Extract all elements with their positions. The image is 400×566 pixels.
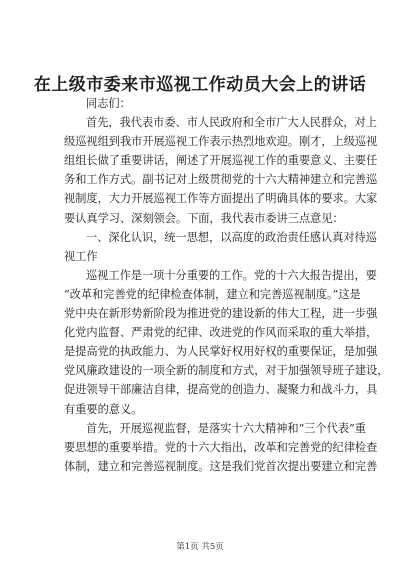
body-line: 是提高党的执政能力、为人民掌好权用好权的重要保证，是加强 bbox=[64, 345, 378, 359]
body-line: 首先，我代表市委、市人民政府和全市广大人民群众，对上 bbox=[86, 116, 377, 130]
body-line: 有重要的意义。 bbox=[64, 402, 143, 416]
body-line: “改革和完善党的纪律检查体制，建立和完善巡视制度。”这是 bbox=[64, 287, 361, 301]
body-line: 视制度，大力开展巡视工作等方面提出了明确具体的要求。大家 bbox=[64, 192, 378, 206]
body-line: 党风廉政建设的一项全新的制度和方式，对于加强领导班子建设， bbox=[64, 364, 389, 378]
body-line: 党中央在新形势新阶段为推进党的建设新的伟大工程，进一步强 bbox=[64, 307, 378, 321]
document-title: 在上级市委来市巡视工作动员大会上的讲话 bbox=[33, 75, 367, 95]
body-line: 促进领导干部廉洁自律，提高党的创造力、凝聚力和战斗力，具 bbox=[64, 383, 378, 397]
body-line: 一、深化认识，统一思想，以高度的政治责任感认真对待巡 bbox=[86, 230, 377, 244]
page-footer: 第1页 共5页 bbox=[176, 542, 224, 552]
body-line: 务和工作方式。副书记对上级贯彻党的十六大精神建立和完善巡 bbox=[64, 173, 378, 187]
body-line: 视工作 bbox=[64, 249, 98, 263]
document-body bbox=[64, 94, 389, 476]
body-line: 同志们： bbox=[86, 97, 131, 110]
body-line: 化党内监督、严肃党的纪律、改进党的作风而采取的重大举措， bbox=[64, 326, 378, 340]
body-line: 首先，开展巡视监督，是落实十六大精神和“三个代表”重 bbox=[86, 421, 366, 435]
body-line: 要认真学习、深刻领会。下面，我代表市委讲三点意见： bbox=[64, 211, 344, 225]
body-line: 组组长做了重要讲话，阐述了开展巡视工作的重要意义、主要任 bbox=[64, 154, 378, 168]
body-line: 要思想的重要举措。党的十六大指出，改革和完善党的纪律检查 bbox=[64, 440, 378, 454]
body-line: 级巡视组到我市开展巡视工作表示热烈地欢迎。刚才，上级巡视 bbox=[64, 135, 378, 149]
body-line: 体制，建立和完善巡视制度。这是我们党首次提出要建立和完善 bbox=[64, 459, 378, 473]
body-line: 巡视工作是一项十分重要的工作。党的十六大报告提出，要 bbox=[86, 268, 377, 282]
